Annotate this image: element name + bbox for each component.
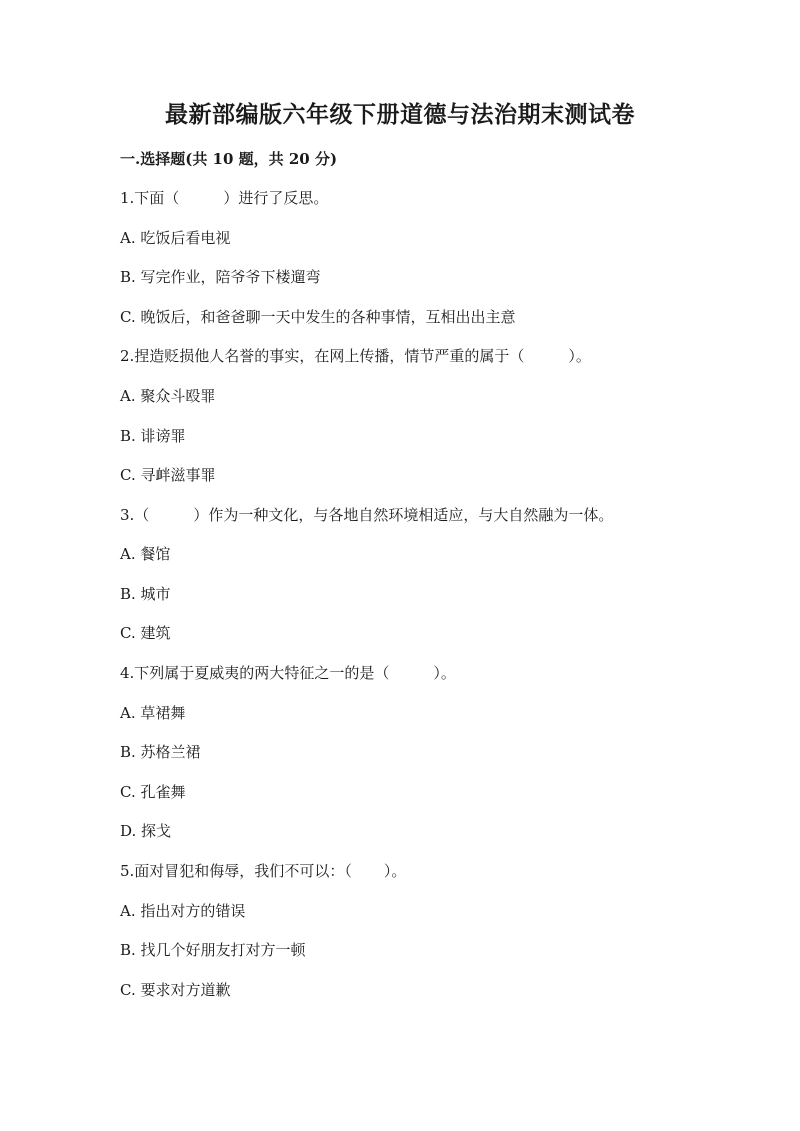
question-1-option-c: C. 晚饭后，和爸爸聊一天中发生的各种事情，互相出出主意: [120, 308, 516, 326]
question-3-stem-after: ）作为一种文化，与各地自然环境相适应，与大自然融为一体。: [193, 506, 614, 524]
question-3-option-b: B. 城市: [120, 585, 171, 603]
question-5-option-b: B. 找几个好朋友打对方一顿: [120, 941, 306, 959]
question-4-option-b: B. 苏格兰裙: [120, 743, 201, 761]
question-3-option-a: A. 餐馆: [120, 545, 171, 563]
question-5-stem-before: 5.面对冒犯和侮辱，我们不可以：（: [120, 862, 352, 880]
question-4: [120, 663, 456, 683]
question-4-option-d: D. 探戈: [120, 822, 172, 840]
question-4-option-c: C. 孔雀舞: [120, 783, 186, 801]
question-5-option-a: A. 指出对方的错误: [120, 902, 246, 920]
section-heading: 一.选择题(共 10 题，共 20 分): [120, 150, 338, 168]
question-2-option-a: A. 聚众斗殴罪: [120, 387, 216, 405]
question-4-stem-before: 4.下列属于夏威夷的两大特征之一的是（: [120, 664, 390, 682]
question-1: [120, 188, 328, 208]
question-2-option-b: B. 诽谤罪: [120, 427, 186, 445]
question-5-option-c: C. 要求对方道歉: [120, 981, 231, 999]
question-3-option-c: C. 建筑: [120, 624, 171, 642]
question-2-option-c: C. 寻衅滋事罪: [120, 466, 216, 484]
question-5-stem-after: ）。: [383, 862, 407, 880]
question-1-stem-after: ）进行了反思。: [223, 189, 329, 207]
question-4-stem-after: ）。: [433, 664, 456, 682]
question-2-stem-after: ）。: [568, 347, 591, 365]
question-1-option-b: B. 写完作业，陪爷爷下楼遛弯: [120, 268, 321, 286]
question-3: [120, 505, 613, 525]
question-2-stem-before: 2.捏造贬损他人名誉的事实，在网上传播，情节严重的属于（: [120, 347, 525, 365]
question-1-stem-before: 1.下面（: [120, 189, 180, 207]
question-1-option-a: A. 吃饭后看电视: [120, 229, 231, 247]
question-2: [120, 346, 591, 366]
question-3-stem-before: 3.（: [120, 506, 150, 524]
page-title: 最新部编版六年级下册道德与法治期末测试卷: [165, 101, 635, 128]
question-4-option-a: A. 草裙舞: [120, 704, 186, 722]
question-5: [120, 861, 406, 881]
